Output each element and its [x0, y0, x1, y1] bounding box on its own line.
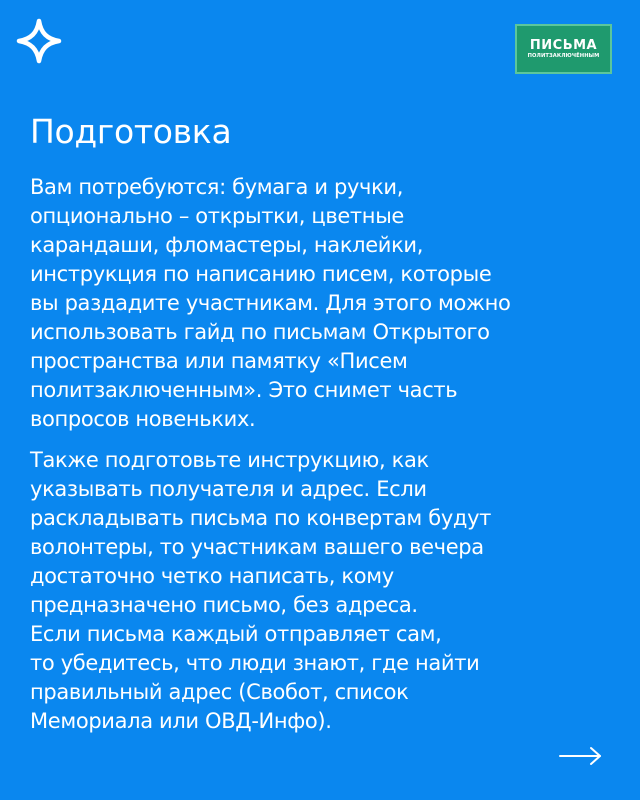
text-line: опционально – открытки, цветные — [30, 204, 404, 228]
text-line: указывать получателя и адрес. Если — [30, 477, 427, 501]
preparation-paragraph-addresses — [30, 446, 630, 736]
pisma-politzaklyuchennym-logo — [515, 24, 612, 74]
text-line: то убедитесь, что люди знают, где найти — [30, 651, 480, 675]
preparation-paragraph-materials — [30, 173, 630, 434]
sparkle-star-icon — [16, 18, 62, 64]
text-line: волонтеры, то участникам вашего вечера — [30, 535, 484, 559]
arrow-right-icon[interactable] — [558, 744, 604, 768]
text-line: достаточно четко написать, кому — [30, 564, 394, 588]
text-line: Вам потребуются: бумага и ручки, — [30, 175, 404, 199]
text-line: вы раздадите участникам. Для этого можно — [30, 291, 511, 315]
text-line: политзаключенным». Это снимет часть — [30, 378, 458, 402]
text-line: Также подготовьте инструкцию, как — [30, 448, 429, 472]
logo-title: ПИСЬМА — [529, 37, 598, 53]
text-line: пространства или памятку «Писем — [30, 349, 408, 373]
text-line: предназначено письмо, без адреса. — [30, 593, 418, 617]
page-title: Подготовка — [30, 112, 232, 151]
text-line: Если письма каждый отправляет сам, — [30, 622, 442, 646]
text-line: инструкция по написанию писем, которые — [30, 262, 492, 286]
logo-subtitle: ПОЛИТЗАКЛЮЧЁННЫМ — [527, 52, 600, 59]
text-line: вопросов новеньких. — [30, 407, 256, 431]
text-line: Мемориала или ОВД-Инфо). — [30, 709, 332, 733]
text-line: правильный адрес (Свобот, список — [30, 680, 409, 704]
text-line: карандаши, фломастеры, наклейки, — [30, 233, 424, 257]
text-line: раскладывать письма по конвертам будут — [30, 506, 492, 530]
text-line: использовать гайд по письмам Открытого — [30, 320, 490, 344]
